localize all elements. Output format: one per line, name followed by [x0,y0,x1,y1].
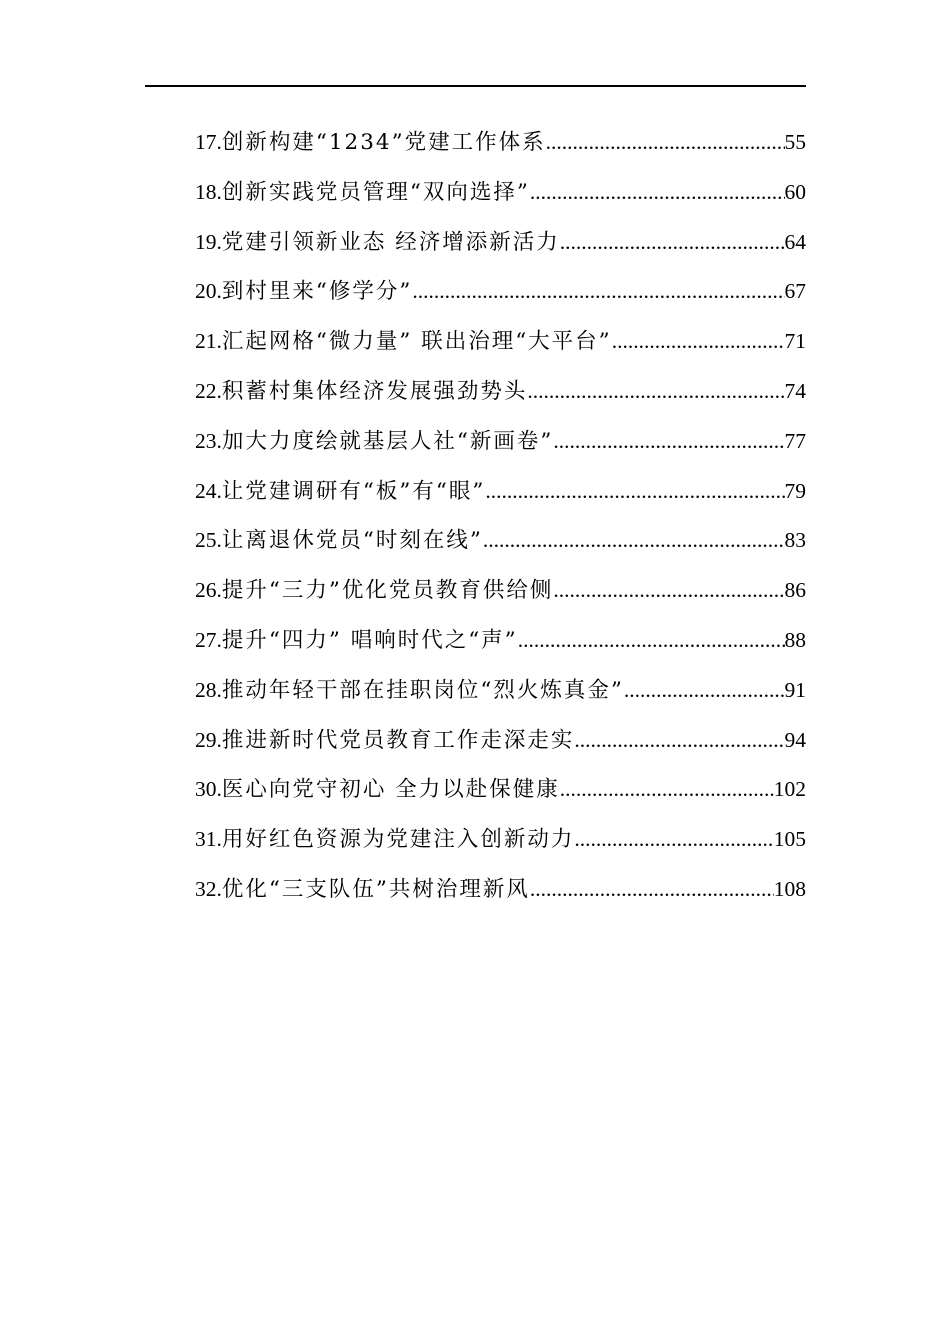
toc-entry[interactable] [195,765,806,815]
toc-entry-leader [530,865,774,915]
toc-entry-leader [612,317,785,367]
toc-entry-leader [530,168,785,218]
toc-entry-page: 60 [784,179,806,204]
toc-entry-leader [483,516,785,566]
toc-entry[interactable] [195,616,806,666]
header-rule [145,85,806,87]
toc-entry-number: 22. [195,378,222,403]
toc-entry-page: 83 [784,528,806,553]
toc-entry[interactable] [195,716,806,766]
toc-entry-title: 创新实践党员管理“双向选择” [221,179,530,205]
toc-entry-page: 55 [784,130,806,154]
toc-entry-title: 提升“三力”优化党员教育供给侧 [221,578,554,604]
toc-entry-leader [553,566,784,616]
toc-entry-title: 医心向党守初心 全力以赴保健康 [221,777,560,803]
toc-entry-page: 88 [784,627,806,652]
toc-entry-leader [527,367,784,417]
toc-entry-page: 74 [784,378,806,403]
toc-entry-title: 推进新时代党员教育工作走深走实 [221,727,575,753]
toc-entry-leader [560,218,785,268]
toc-entry-number: 17. [195,130,222,154]
toc-entry[interactable] [195,317,806,367]
toc-entry-number: 25. [195,528,222,553]
toc-entry[interactable] [195,267,806,317]
toc-entry-page: 79 [784,478,806,503]
toc-entry-number: 31. [195,827,222,852]
toc-entry[interactable] [195,118,806,168]
toc-entry-title: 汇起网格“微力量” 联出治理“大平台” [221,329,612,355]
toc-entry[interactable] [195,666,806,716]
toc-entry-title: 用好红色资源为党建注入创新动力 [221,827,575,853]
toc-entry-page: 94 [784,727,806,752]
toc-entry-number: 26. [195,578,222,603]
toc-entry[interactable] [195,516,806,566]
toc-entry[interactable] [195,218,806,268]
toc-entry[interactable] [195,865,806,915]
toc-entry-title: 让离退休党员“时刻在线” [221,528,483,554]
toc-entry-title: 加大力度绘就基层人社“新画卷” [221,428,554,454]
toc-entry-leader [574,815,773,865]
toc-entry-title: 创新构建“1234”党建工作体系 [221,130,546,155]
toc-entry[interactable] [195,815,806,865]
toc-entry-page: 67 [784,279,806,304]
toc-entry-number: 23. [195,428,222,453]
table-of-contents [195,118,806,915]
toc-entry-page: 105 [773,827,806,852]
toc-entry-page: 71 [784,329,806,354]
toc-entry-title: 积蓄村集体经济发展强劲势头 [221,378,528,404]
toc-entry-title: 让党建调研有“板”有“眼” [221,478,486,504]
toc-entry-page: 77 [784,428,806,453]
toc-entry-number: 27. [195,627,222,652]
toc-entry-leader [546,118,785,168]
toc-entry[interactable] [195,168,806,218]
toc-entry-leader [412,267,784,317]
toc-entry-leader [574,716,784,766]
toc-entry-title: 优化“三支队伍”共树治理新风 [221,876,530,902]
toc-entry-leader [485,467,784,517]
toc-entry-title: 推动年轻干部在挂职岗位“烈火炼真金” [221,677,624,703]
toc-entry-leader [518,616,785,666]
toc-entry-leader [553,417,784,467]
toc-entry[interactable] [195,566,806,616]
toc-entry-leader [560,765,774,815]
toc-entry-title: 党建引领新业态 经济增添新活力 [221,229,560,255]
toc-entry-number: 28. [195,677,222,702]
toc-entry-page: 86 [784,578,806,603]
toc-entry-number: 20. [195,279,222,304]
toc-entry-number: 29. [195,727,222,752]
toc-entry-number: 24. [195,478,222,503]
toc-entry-number: 30. [195,777,222,802]
toc-entry-number: 21. [195,329,222,354]
toc-entry-number: 19. [195,229,222,254]
toc-entry-page: 108 [773,876,806,901]
toc-entry-title: 提升“四力” 唱响时代之“声” [221,627,518,653]
toc-entry-page: 102 [773,777,806,802]
toc-entry-leader [624,666,785,716]
toc-entry-number: 18. [195,179,222,204]
toc-entry-number: 32. [195,876,222,901]
toc-entry-title: 到村里来“修学分” [221,279,413,305]
toc-entry[interactable] [195,417,806,467]
toc-entry-page: 64 [784,229,806,254]
toc-entry-page: 91 [784,677,806,702]
toc-entry[interactable] [195,367,806,417]
toc-entry[interactable] [195,467,806,517]
